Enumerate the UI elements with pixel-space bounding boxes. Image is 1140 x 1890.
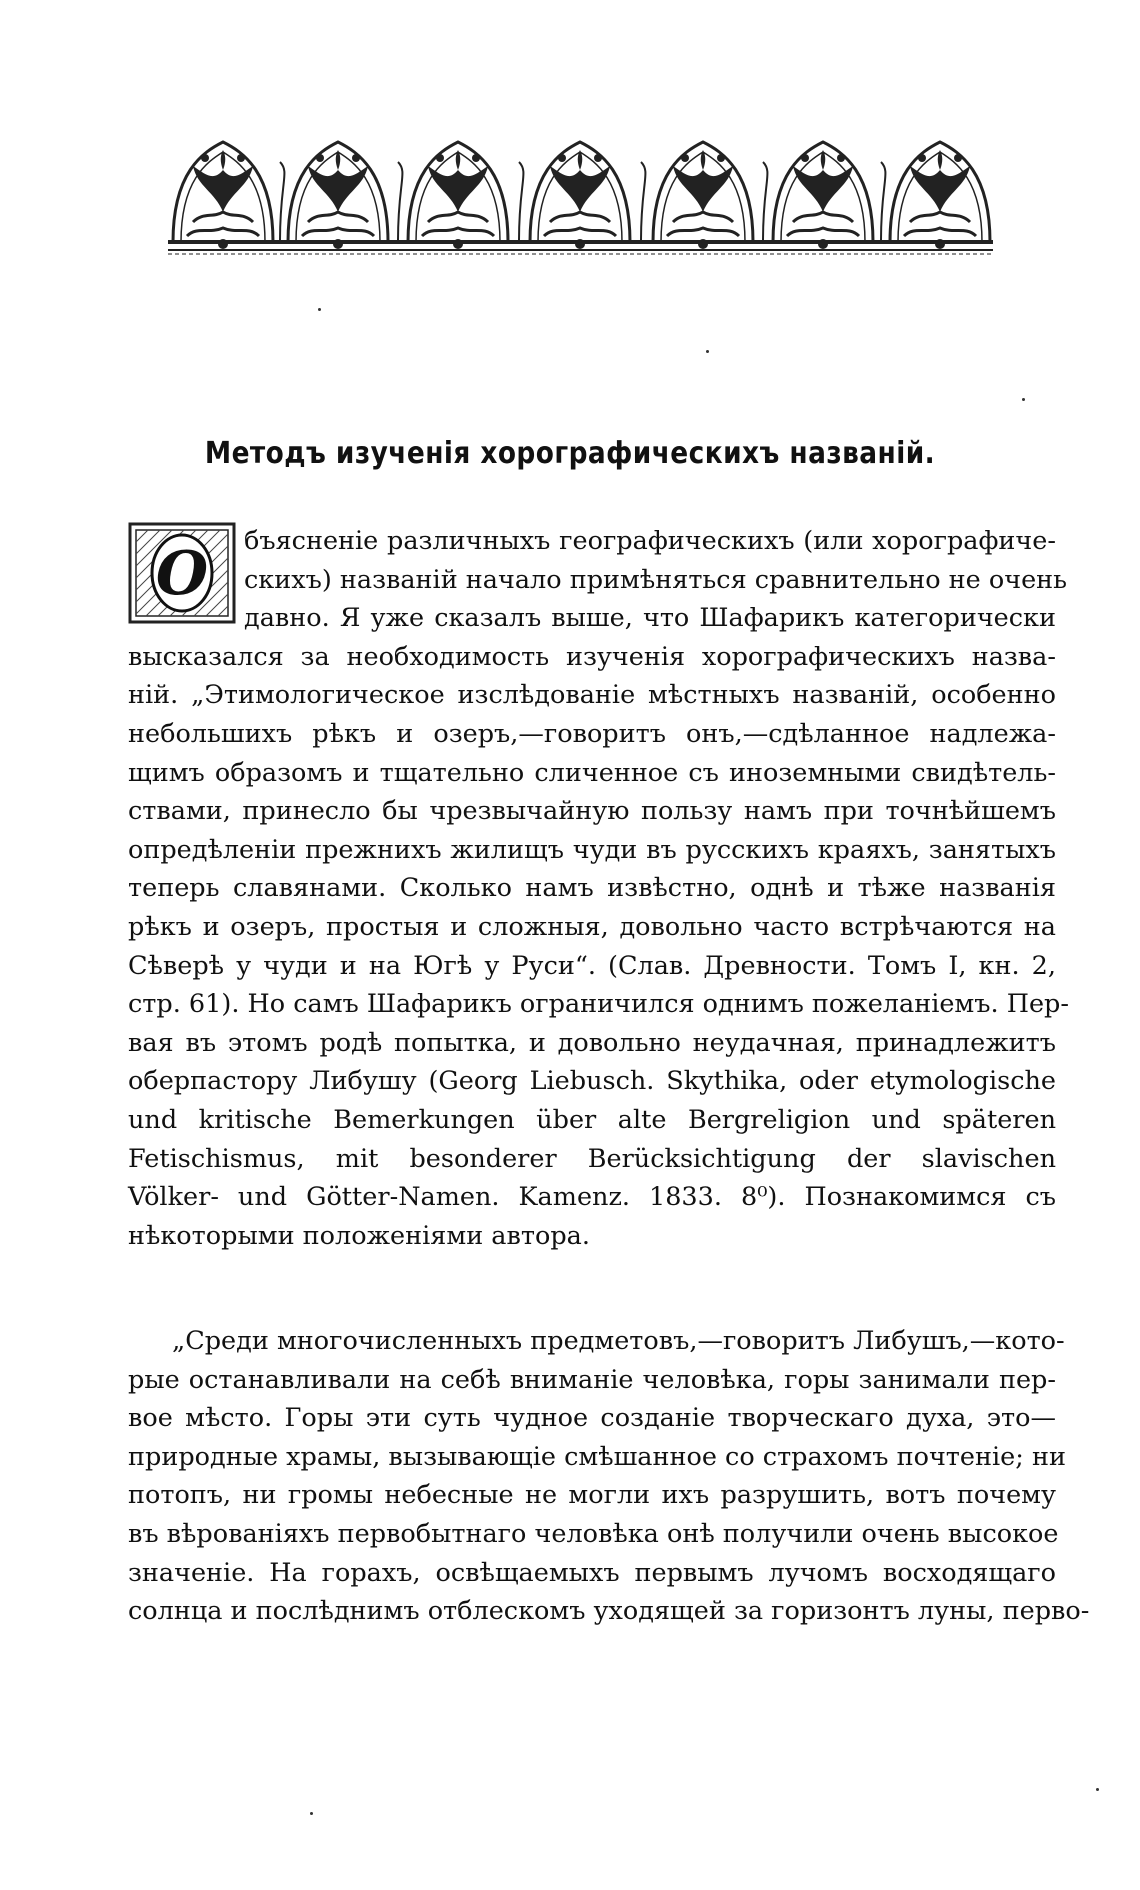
text-line: щимъ образомъ и тщательно сличенное съ иноземными свидѣтель- xyxy=(128,757,1056,788)
speck xyxy=(310,1812,313,1815)
chapter-title: Методъ изученія хорографическихъ названій. xyxy=(204,436,936,471)
dropcap-initial xyxy=(128,522,236,624)
text-line: опредѣленіи прежнихъ жилищъ чуди въ русскихъ краяхъ, занятыхъ xyxy=(128,834,1056,865)
text-line: значеніе. На горахъ, освѣщаемыхъ первымъ лучомъ восходящаго xyxy=(128,1557,1056,1588)
text-line: „Среди многочисленныхъ предметовъ,—говоритъ Либушъ,—кото- xyxy=(172,1326,1065,1356)
text-line: скихъ) названій начало примѣняться сравнительно не очень xyxy=(244,564,1068,595)
text-line: солнца и послѣднимъ отблескомъ уходящей за горизонтъ луны, перво- xyxy=(128,1596,1090,1627)
ornament-header xyxy=(168,122,993,262)
text-line: теперь славянами. Сколько намъ извѣстно, однѣ и тѣже названія xyxy=(128,873,1056,904)
speck xyxy=(1096,1788,1099,1791)
text-line: Сѣверѣ у чуди и на Югѣ у Руси“. (Слав. Древности. Томъ I, кн. 2, xyxy=(128,950,1056,981)
text-line: давно. Я уже сказалъ выше, что Шафарикъ категорически xyxy=(244,603,1056,634)
text-line: рые останавливали на себѣ вниманіе человѣка, горы занимали пер- xyxy=(128,1364,1056,1395)
text-line: бъясненіе различныхъ географическихъ (или хорографиче- xyxy=(244,526,1056,556)
text-line: вое мѣсто. Горы эти суть чудное созданіе творческаго духа, это— xyxy=(128,1403,1056,1434)
text-line: небольшихъ рѣкъ и озеръ,—говоритъ онъ,—сдѣланное надлежа- xyxy=(128,719,1056,749)
text-line: ній. „Этимологическое изслѣдованіе мѣстныхъ названій, особенно xyxy=(128,680,1056,711)
text-line: нѣкоторыми положеніями автора. xyxy=(128,1220,590,1251)
text-line: оберпастору Либушу (Georg Liebusch. Skythika, oder etymologische xyxy=(128,1066,1056,1097)
text-line: высказался за необходимость изученія хорографическихъ назва- xyxy=(128,641,1056,672)
text-line: въ вѣрованіяхъ первобытнаго человѣка онѣ получили очень высокое xyxy=(128,1519,1059,1549)
text-line: природные храмы, вызывающіе смѣшанное со страхомъ почтеніе; ни xyxy=(128,1441,1066,1472)
speck xyxy=(706,350,709,353)
text-line: und kritische Bemerkungen über alte Bergreligion und späteren xyxy=(128,1105,1056,1135)
text-line: потопъ, ни громы небесные не могли ихъ разрушить, вотъ почему xyxy=(128,1480,1056,1511)
text-line: Fetischismus, mit besonderer Berücksichtigung der slavischen xyxy=(128,1143,1056,1174)
text-line: вая въ этомъ родѣ попытка, и довольно неудачная, принадлежитъ xyxy=(128,1027,1056,1058)
text-line: стр. 61). Но самъ Шафарикъ ограничился однимъ пожеланіемъ. Пер- xyxy=(128,989,1069,1020)
speck xyxy=(1022,398,1025,401)
text-line: рѣкъ и озеръ, простыя и сложныя, довольно часто встрѣчаются на xyxy=(128,912,1056,942)
speck xyxy=(318,308,321,311)
text-line: ствами, принесло бы чрезвычайную пользу намъ при точнѣйшемъ xyxy=(128,796,1056,827)
dropcap-letter: О xyxy=(155,539,209,609)
text-line: Völker- und Götter-Namen. Kamenz. 1833. 8⁰). Познакомимся съ xyxy=(128,1182,1056,1213)
